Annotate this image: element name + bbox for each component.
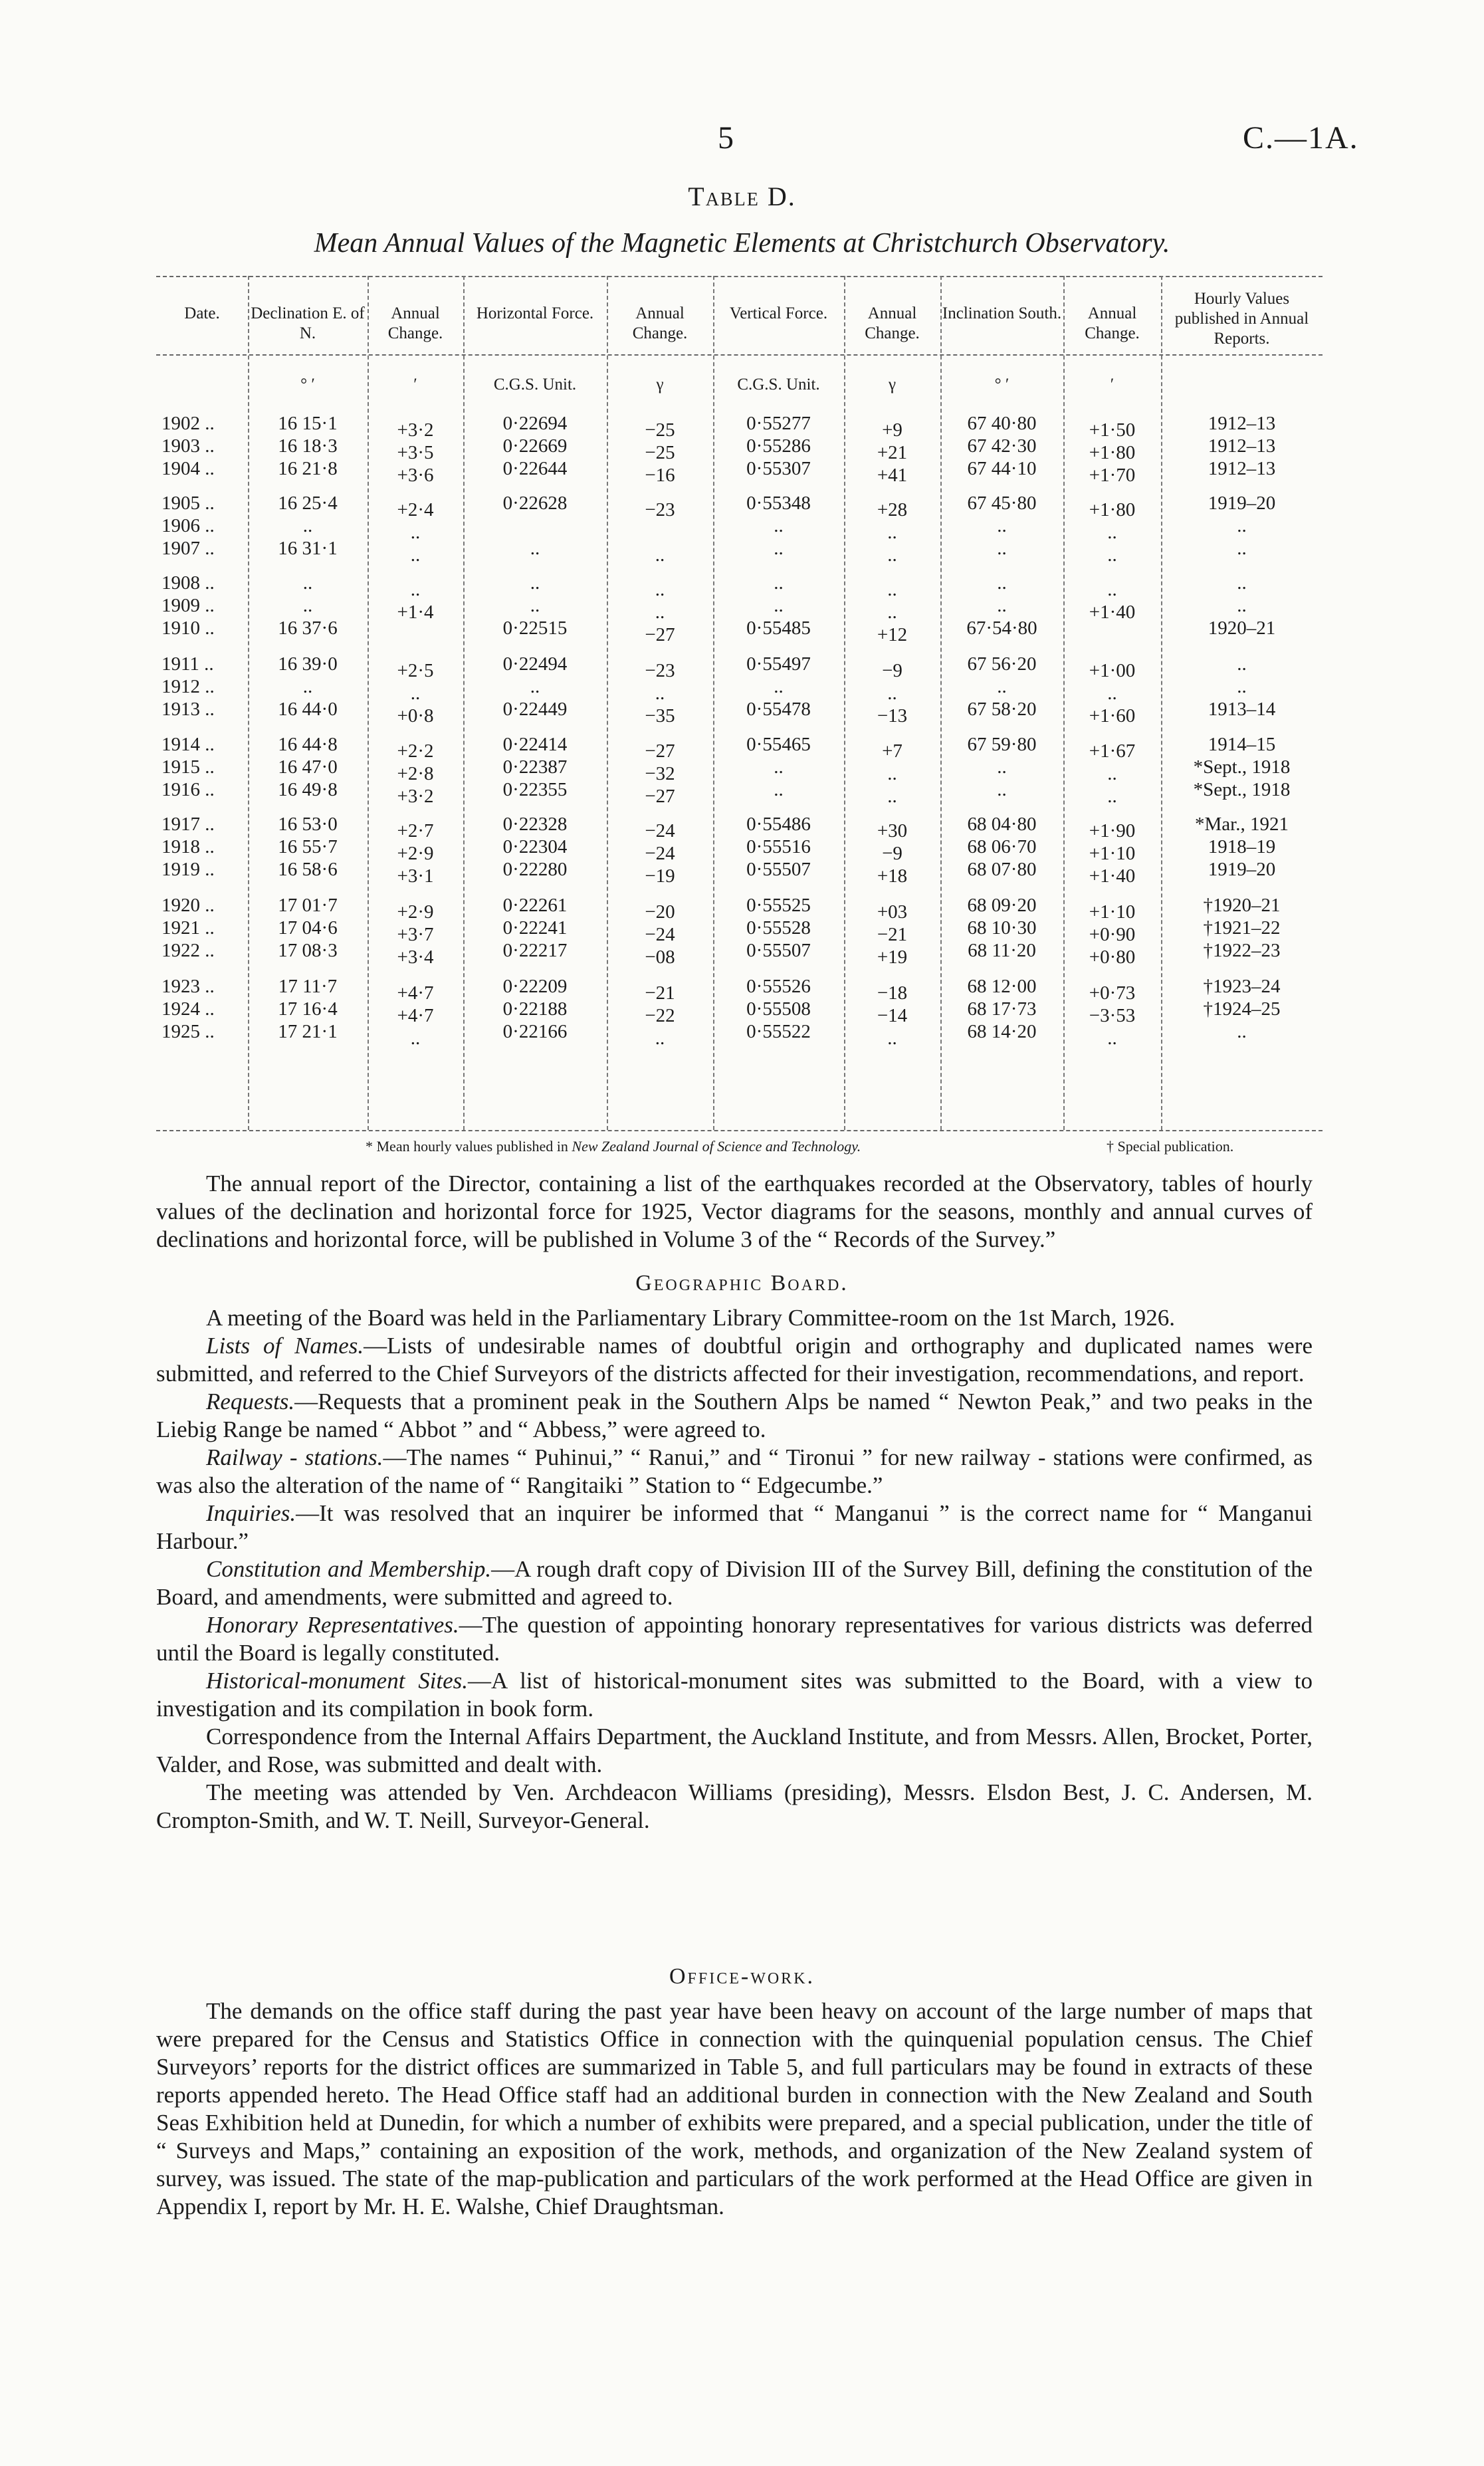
footnote-star-prefix: * Mean hourly values published in bbox=[366, 1138, 568, 1155]
table-cell: 0·55485 bbox=[746, 617, 811, 639]
table-cell: 0·22449 bbox=[502, 699, 568, 720]
table-cell: 0·55486 bbox=[746, 814, 811, 835]
table-top-rule bbox=[156, 276, 1323, 277]
table-cell: .. bbox=[774, 756, 784, 778]
table-cell: +28 bbox=[877, 499, 908, 520]
table-cell: 0·22694 bbox=[502, 413, 568, 434]
table-cell: .. bbox=[1107, 1028, 1117, 1049]
table-cell: 1912 .. bbox=[161, 676, 215, 697]
table-cell: 1910 .. bbox=[161, 617, 215, 639]
table-cell: 67 45·80 bbox=[967, 493, 1037, 514]
table-cell: −25 bbox=[645, 419, 675, 441]
table-cell: +18 bbox=[877, 865, 908, 887]
column-header: Inclination South. bbox=[942, 304, 1062, 322]
table-cell: .. bbox=[655, 683, 665, 704]
table-cell: 17 11·7 bbox=[278, 976, 338, 997]
table-cell: 68 04·80 bbox=[967, 814, 1037, 835]
correspondence-paragraph: Correspondence from the Internal Affairs Department, the Auckland Institute, and from Messrs. Allen, Brocket, Porter, Valder, and Rose, was submitted and dealt with. bbox=[156, 1724, 1313, 1777]
table-cell: 0·22414 bbox=[502, 734, 568, 755]
table-cell: −9 bbox=[882, 660, 902, 681]
table-cell: +0·90 bbox=[1089, 924, 1136, 945]
table-cell: +2·7 bbox=[397, 820, 434, 841]
column-header: Annual Change. bbox=[1085, 304, 1140, 342]
table-cell: .. bbox=[774, 538, 784, 559]
table-cell: .. bbox=[302, 515, 313, 536]
table-cell: .. bbox=[887, 522, 897, 543]
table-cell: .. bbox=[1107, 544, 1117, 566]
board-item-label: Inquiries. bbox=[206, 1500, 296, 1526]
table-cell: 0·55508 bbox=[746, 998, 811, 1020]
table-cell: +1·4 bbox=[397, 602, 434, 623]
table-cell: +2·2 bbox=[397, 740, 434, 762]
office-work-section bbox=[156, 1997, 1313, 2221]
unit-label: C.G.S. Unit. bbox=[737, 376, 820, 393]
table-cell: .. bbox=[774, 515, 784, 536]
table-cell: 1905 .. bbox=[161, 493, 215, 514]
table-cell: .. bbox=[887, 602, 897, 623]
table-cell: 1920–21 bbox=[1208, 617, 1276, 639]
table-cell: 1915 .. bbox=[161, 756, 215, 778]
column-header: Hourly Values published in Annual Reports. bbox=[1174, 290, 1309, 348]
table-cell: −23 bbox=[645, 660, 675, 681]
table-cell: .. bbox=[530, 676, 540, 697]
table-cell: 16 39·0 bbox=[278, 653, 338, 675]
table-cell: .. bbox=[410, 579, 421, 600]
table-cell: 17 01·7 bbox=[278, 895, 338, 916]
table-cell: †1922–23 bbox=[1203, 940, 1281, 961]
table-cell: +1·00 bbox=[1089, 660, 1136, 681]
table-cell: 16 15·1 bbox=[278, 413, 338, 434]
table-subtitle: Mean Annual Values of the Magnetic Elements at Christchurch Observatory. bbox=[314, 228, 1170, 259]
table-cell: −27 bbox=[645, 740, 675, 762]
table-cell: .. bbox=[1107, 579, 1117, 600]
intro-text: The annual report of the Director, containing a list of the earthquakes recorded at the Observatory, tables of hourly values of the declination and horizontal force for 1925, Vector diagrams for the seasons, monthly and annual curves of declinations and horizontal force, will be published in Volume 3 of the “ Records of the Survey.” bbox=[156, 1171, 1313, 1252]
table-cell: .. bbox=[1237, 676, 1247, 697]
table-cell: 1902 .. bbox=[161, 413, 215, 434]
table-cell: −13 bbox=[877, 705, 908, 727]
table-cell: 16 44·0 bbox=[278, 699, 338, 720]
board-item-label: Lists of Names. bbox=[206, 1333, 364, 1359]
table-cell: †1923–24 bbox=[1203, 976, 1281, 997]
table-cell: 1918–19 bbox=[1208, 836, 1276, 857]
table-cell: +30 bbox=[877, 820, 908, 841]
unit-label: C.G.S. Unit. bbox=[493, 376, 577, 393]
table-cell: 1913 .. bbox=[161, 699, 215, 720]
table-cell: 0·22241 bbox=[502, 917, 568, 939]
table-cell: −21 bbox=[877, 924, 908, 945]
board-item-text: —A list of historical-monument sites was submitted to the Board, with a view to investigation and its compilation in book form. bbox=[156, 1668, 1313, 1722]
table-cell: .. bbox=[655, 602, 665, 623]
table-cell: −20 bbox=[645, 901, 675, 923]
table-cell: 0·55478 bbox=[746, 699, 811, 720]
table-cell: 1903 .. bbox=[161, 435, 215, 457]
meeting-paragraph: A meeting of the Board was held in the Parliamentary Library Committee-room on the 1st March, 1926. bbox=[206, 1305, 1175, 1331]
table-cell: +3·2 bbox=[397, 786, 434, 807]
table-cell: .. bbox=[655, 579, 665, 600]
board-item bbox=[156, 1500, 1313, 1555]
intro-paragraph bbox=[156, 1170, 1313, 1254]
table-cell: 1917 .. bbox=[161, 814, 215, 835]
table-cell: +2·8 bbox=[397, 763, 434, 784]
table-cell: +1·70 bbox=[1089, 465, 1136, 486]
table-cell: 0·55522 bbox=[746, 1021, 811, 1042]
board-item-label: Constitution and Membership. bbox=[206, 1556, 492, 1582]
table-cell: .. bbox=[997, 756, 1007, 778]
table-cell: 16 53·0 bbox=[278, 814, 338, 835]
table-cell: +2·5 bbox=[397, 660, 434, 681]
table-cell: 1913–14 bbox=[1208, 699, 1276, 720]
table-cell: 1919–20 bbox=[1208, 493, 1276, 514]
table-cell: .. bbox=[887, 1028, 897, 1049]
table-cell: +0·8 bbox=[397, 705, 434, 727]
table-cell: −27 bbox=[645, 624, 675, 645]
table-cell: 0·55286 bbox=[746, 435, 811, 457]
table-cell: +1·10 bbox=[1089, 843, 1136, 864]
table-cell: 16 31·1 bbox=[278, 538, 338, 559]
geographic-board-section bbox=[156, 1304, 1313, 1835]
table-cell: 0·22328 bbox=[502, 814, 568, 835]
table-cell: −16 bbox=[645, 465, 675, 486]
table-cell: †1921–22 bbox=[1203, 917, 1281, 939]
table-cell: 0·22494 bbox=[502, 653, 568, 675]
table-cell: +3·2 bbox=[397, 419, 434, 441]
table-cell: 68 11·20 bbox=[968, 940, 1036, 961]
table-cell: 0·22515 bbox=[502, 617, 568, 639]
table-cell: 67 59·80 bbox=[967, 734, 1037, 755]
table-cell: 1919–20 bbox=[1208, 859, 1276, 880]
board-item-label: Railway - stations. bbox=[206, 1444, 383, 1470]
table-cell: 67 42·30 bbox=[967, 435, 1037, 457]
table-cell: .. bbox=[655, 544, 665, 566]
column-header: Declination E. of N. bbox=[251, 304, 365, 342]
table-cell: 0·55307 bbox=[746, 458, 811, 479]
table-cell: −32 bbox=[645, 763, 675, 784]
table-cell: .. bbox=[774, 572, 784, 594]
table-cell: 16 47·0 bbox=[278, 756, 338, 778]
table-cell: 0·22217 bbox=[502, 940, 568, 961]
table-cell: 67 56·20 bbox=[967, 653, 1037, 675]
table-cell: .. bbox=[410, 683, 421, 704]
table-cell: 0·55526 bbox=[746, 976, 811, 997]
table-cell: 1924 .. bbox=[161, 998, 215, 1020]
table-cell: .. bbox=[887, 786, 897, 807]
table-cell: +2·9 bbox=[397, 843, 434, 864]
table-cell: −35 bbox=[645, 705, 675, 727]
board-item bbox=[156, 1444, 1313, 1500]
table-cell: 1909 .. bbox=[161, 595, 215, 616]
table-cell: 67 40·80 bbox=[967, 413, 1037, 434]
board-item-label: Requests. bbox=[206, 1389, 295, 1414]
table-cell: .. bbox=[774, 676, 784, 697]
table-cell: .. bbox=[887, 544, 897, 566]
table-cell: +1·40 bbox=[1089, 602, 1136, 623]
table-cell: −18 bbox=[877, 982, 908, 1004]
table-cell: .. bbox=[1237, 572, 1247, 594]
table-cell: 1922 .. bbox=[161, 940, 215, 961]
table-cell: 68 07·80 bbox=[967, 859, 1037, 880]
table-cell: .. bbox=[410, 544, 421, 566]
table-cell: .. bbox=[1237, 515, 1247, 536]
table-cell: 17 16·4 bbox=[278, 998, 338, 1020]
table-cell: 1923 .. bbox=[161, 976, 215, 997]
table-cell: 1914 .. bbox=[161, 734, 215, 755]
table-cell: .. bbox=[530, 572, 540, 594]
table-cell: 16 18·3 bbox=[278, 435, 338, 457]
table-cell: 68 17·73 bbox=[967, 998, 1037, 1020]
table-cell: +1·60 bbox=[1089, 705, 1136, 727]
table-cell: −23 bbox=[645, 499, 675, 520]
table-cell: +21 bbox=[877, 442, 908, 463]
table-cell: †1920–21 bbox=[1203, 895, 1281, 916]
table-cell: .. bbox=[997, 515, 1007, 536]
table-cell: .. bbox=[530, 538, 540, 559]
office-work-paragraph: The demands on the office staff during the past year have been heavy on account of the large number of maps that were prepared for the Census and Statistics Office in connection with the quinquenial population census. The Chief Surveyors’ reports for the district offices are summarized in Table 5, and full particulars may be found in extracts of these reports appended hereto. The Head Office staff had an additional burden in connection with the New Zealand and South Seas Exhibition held at Dunedin, for which a number of exhibits were prepared, and a special publication, under the title of “ Surveys and Maps,” containing an exposition of the work, methods, and organization of the New Zealand system of survey, was issued. The state of the map-publication and particulars of the work performed at the Head Office are given in Appendix I, report by Mr. H. E. Walshe, Chief Draughtsman. bbox=[156, 1998, 1313, 2219]
column-header: Vertical Force. bbox=[729, 304, 828, 322]
table-cell: 0·55525 bbox=[746, 895, 811, 916]
table-cell: 1907 .. bbox=[161, 538, 215, 559]
geographic-board-heading: Geographic Board. bbox=[635, 1271, 849, 1295]
table-cell: −27 bbox=[645, 786, 675, 807]
table-cell: .. bbox=[1237, 1021, 1247, 1042]
table-cell: +03 bbox=[877, 901, 908, 923]
table-cell: 0·22304 bbox=[502, 836, 568, 857]
board-item-text: —A rough draft copy of Division III of the Survey Bill, defining the constitution of the Board, and amendments, were submitted and agreed to. bbox=[156, 1556, 1313, 1610]
table-cell: 16 58·6 bbox=[278, 859, 338, 880]
table-cell: 1911 .. bbox=[161, 653, 214, 675]
table-cell: 1925 .. bbox=[161, 1021, 215, 1042]
table-cell: .. bbox=[302, 572, 313, 594]
table-cell: 0·55497 bbox=[746, 653, 811, 675]
unit-label: ° ′ bbox=[300, 376, 315, 393]
table-cell: −24 bbox=[645, 843, 675, 864]
table-cell: 16 49·8 bbox=[278, 779, 338, 800]
table-cell: .. bbox=[997, 595, 1007, 616]
table-cell: +1·80 bbox=[1089, 499, 1136, 520]
table-cell: 1919 .. bbox=[161, 859, 215, 880]
table-cell: −14 bbox=[877, 1005, 908, 1026]
table-cell: −24 bbox=[645, 820, 675, 841]
board-item-label: Historical-monument Sites. bbox=[206, 1668, 469, 1694]
table-cell: −22 bbox=[645, 1005, 675, 1026]
table-cell: 1912–13 bbox=[1208, 413, 1276, 434]
table-cell: 1912–13 bbox=[1208, 458, 1276, 479]
page-number: 5 bbox=[718, 120, 734, 156]
column-header: Horizontal Force. bbox=[476, 304, 594, 322]
table-cell: 16 44·8 bbox=[278, 734, 338, 755]
table-cell: −24 bbox=[645, 924, 675, 945]
header-bottom-rule bbox=[156, 354, 1323, 356]
board-item-text: —The question of appointing honorary representatives for various districts was deferred until the Board is legally constituted. bbox=[156, 1612, 1313, 1666]
table-cell: 1921 .. bbox=[161, 917, 215, 939]
table-cell: 16 55·7 bbox=[278, 836, 338, 857]
table-cell: −3·53 bbox=[1089, 1005, 1136, 1026]
table-cell: .. bbox=[1237, 538, 1247, 559]
table-cell: 1906 .. bbox=[161, 515, 215, 536]
table-cell: *Sept., 1918 bbox=[1193, 779, 1291, 800]
table-cell: 1920 .. bbox=[161, 895, 215, 916]
attendance-paragraph: The meeting was attended by Ven. Archdeacon Williams (presiding), Messrs. Elsdon Best, J. C. Andersen, M. Crompton-Smith, and W. T. Neill, Surveyor-General. bbox=[156, 1779, 1313, 1833]
table-cell: 0·22387 bbox=[502, 756, 568, 778]
table-cell: 0·55465 bbox=[746, 734, 811, 755]
column-header: Annual Change. bbox=[632, 304, 688, 342]
table-cell: +1·90 bbox=[1089, 820, 1136, 841]
column-header: Date. bbox=[184, 304, 220, 322]
table-cell: +0·73 bbox=[1089, 982, 1136, 1004]
table-cell: .. bbox=[302, 676, 313, 697]
unit-label: γ bbox=[888, 376, 897, 393]
table-cell: +0·80 bbox=[1089, 947, 1136, 968]
table-cell: .. bbox=[302, 595, 313, 616]
column-header: Annual Change. bbox=[387, 304, 443, 342]
board-item-label: Honorary Representatives. bbox=[206, 1612, 459, 1638]
table-cell: +3·7 bbox=[397, 924, 434, 945]
unit-label: ′ bbox=[1110, 376, 1114, 393]
board-item bbox=[156, 1555, 1313, 1611]
table-cell: .. bbox=[1107, 786, 1117, 807]
table-cell: 0·22669 bbox=[502, 435, 568, 457]
table-cell: .. bbox=[1107, 683, 1117, 704]
table-cell: .. bbox=[887, 763, 897, 784]
table-cell: +3·4 bbox=[397, 947, 434, 968]
unit-label: ° ′ bbox=[994, 376, 1009, 393]
table-cell: 0·22166 bbox=[502, 1021, 568, 1042]
unit-label: ′ bbox=[413, 376, 417, 393]
table-cell: .. bbox=[887, 579, 897, 600]
table-cell: 67 58·20 bbox=[967, 699, 1037, 720]
table-cell: +19 bbox=[877, 947, 908, 968]
table-cell: +3·5 bbox=[397, 442, 434, 463]
table-cell: −25 bbox=[645, 442, 675, 463]
table-cell: +4·7 bbox=[397, 982, 434, 1004]
table-cell: .. bbox=[410, 1028, 421, 1049]
table-cell: .. bbox=[887, 683, 897, 704]
table-cell: 68 12·00 bbox=[967, 976, 1037, 997]
table-cell: 0·55277 bbox=[746, 413, 811, 434]
table-cell: .. bbox=[997, 779, 1007, 800]
table-cell: +1·10 bbox=[1089, 901, 1136, 923]
board-item bbox=[156, 1667, 1313, 1723]
table-cell: +1·67 bbox=[1089, 740, 1136, 762]
table-title: Table D. bbox=[688, 181, 796, 211]
table-cell: 68 10·30 bbox=[967, 917, 1037, 939]
table-cell: 1916 .. bbox=[161, 779, 215, 800]
table-cell: 0·55507 bbox=[746, 940, 811, 961]
footnote-dagger: † Special publication. bbox=[1107, 1138, 1234, 1155]
board-item-text: —The names “ Puhinui,” “ Ranui,” and “ Tironui ” for new railway - stations were confirmed, as was also the alteration of the name of “ Rangitaiki ” Station to “ Edgecumbe.” bbox=[156, 1444, 1313, 1498]
table-cell: 0·55507 bbox=[746, 859, 811, 880]
table-cell: 16 25·4 bbox=[278, 493, 338, 514]
table-cell: −19 bbox=[645, 865, 675, 887]
unit-label: γ bbox=[656, 376, 664, 393]
table-cell: 17 04·6 bbox=[278, 917, 338, 939]
table-cell: 67 44·10 bbox=[967, 458, 1037, 479]
table-cell: −08 bbox=[645, 947, 675, 968]
table-cell: .. bbox=[410, 522, 421, 543]
table-cell: 0·22209 bbox=[502, 976, 568, 997]
table-cell: .. bbox=[997, 538, 1007, 559]
table-cell: 1918 .. bbox=[161, 836, 215, 857]
table-cell: +41 bbox=[877, 465, 908, 486]
table-cell: +7 bbox=[882, 740, 902, 762]
table-cell: 16 37·6 bbox=[278, 617, 338, 639]
table-cell: 67·54·80 bbox=[966, 617, 1037, 639]
table-cell: *Sept., 1918 bbox=[1193, 756, 1291, 778]
table-cell: 68 09·20 bbox=[967, 895, 1037, 916]
table-cell: 0·22188 bbox=[502, 998, 568, 1020]
table-cell: *Mar., 1921 bbox=[1195, 814, 1289, 835]
board-items bbox=[156, 1332, 1313, 1723]
table-cell: .. bbox=[1237, 653, 1247, 675]
table-cell: −21 bbox=[645, 982, 675, 1004]
table-cell: 1904 .. bbox=[161, 458, 215, 479]
table-cell: +2·9 bbox=[397, 901, 434, 923]
footnote-star-journal: New Zealand Journal of Science and Technology. bbox=[572, 1138, 861, 1155]
table-cell: .. bbox=[774, 595, 784, 616]
board-item bbox=[156, 1611, 1313, 1667]
table-cell: 0·22261 bbox=[502, 895, 568, 916]
table-cell: †1924–25 bbox=[1203, 998, 1281, 1020]
board-item bbox=[156, 1332, 1313, 1388]
table-cell: +1·50 bbox=[1089, 419, 1136, 441]
table-cell: 1912–13 bbox=[1208, 435, 1276, 457]
table-cell: 17 21·1 bbox=[278, 1021, 338, 1042]
footnote-star bbox=[366, 1138, 861, 1155]
column-header: Annual Change. bbox=[865, 304, 920, 342]
table-bottom-rule bbox=[156, 1130, 1323, 1131]
table-cell: .. bbox=[1107, 522, 1117, 543]
table-cell: +3·6 bbox=[397, 465, 434, 486]
table-cell: −9 bbox=[882, 843, 902, 864]
table-cell: 0·22280 bbox=[502, 859, 568, 880]
table-cell: .. bbox=[997, 676, 1007, 697]
table-cell: 0·55516 bbox=[746, 836, 811, 857]
table-cell: +12 bbox=[877, 624, 908, 645]
table-cell: 17 08·3 bbox=[278, 940, 338, 961]
table-cell: +4·7 bbox=[397, 1005, 434, 1026]
table-cell: +2·4 bbox=[397, 499, 434, 520]
table-cell: 68 06·70 bbox=[967, 836, 1037, 857]
table-cell: 1914–15 bbox=[1208, 734, 1276, 755]
table-cell: .. bbox=[997, 572, 1007, 594]
table-cell: .. bbox=[774, 779, 784, 800]
board-item bbox=[156, 1388, 1313, 1444]
table-cell: 0·55348 bbox=[746, 493, 811, 514]
table-cell: 0·22628 bbox=[502, 493, 568, 514]
table-cell: .. bbox=[530, 595, 540, 616]
table-cell: 0·22355 bbox=[502, 779, 568, 800]
table-cell: +1·40 bbox=[1089, 865, 1136, 887]
table-cell: 0·55528 bbox=[746, 917, 811, 939]
table-cell: +3·1 bbox=[397, 865, 434, 887]
table-cell: 0·22644 bbox=[502, 458, 568, 479]
table-cell: .. bbox=[655, 1028, 665, 1049]
board-item-text: —It was resolved that an inquirer be informed that “ Manganui ” is the correct name for “ Manganui Harbour.” bbox=[156, 1500, 1313, 1554]
board-item-text: —Requests that a prominent peak in the Southern Alps be named “ Newton Peak,” and two peaks in the Liebig Range be named “ Abbot ” and “ Abbess,” were agreed to. bbox=[156, 1389, 1313, 1442]
table-cell: 16 21·8 bbox=[278, 458, 338, 479]
table-cell: 1908 .. bbox=[161, 572, 215, 594]
table-cell: .. bbox=[1107, 763, 1117, 784]
table-cell: .. bbox=[1237, 595, 1247, 616]
page-reference: C.—1A. bbox=[1243, 120, 1359, 156]
table-cell: +9 bbox=[882, 419, 902, 441]
office-work-heading: Office-work. bbox=[669, 1964, 815, 1989]
table-cell: +1·80 bbox=[1089, 442, 1136, 463]
board-item-text: —Lists of undesirable names of doubtful origin and orthography and duplicated names were submitted, and referred to the Chief Surveyors of the districts affected for their investigation, recommendations, and report. bbox=[156, 1333, 1313, 1387]
table-cell: 68 14·20 bbox=[967, 1021, 1037, 1042]
magnetic-elements-table bbox=[156, 276, 1323, 1133]
